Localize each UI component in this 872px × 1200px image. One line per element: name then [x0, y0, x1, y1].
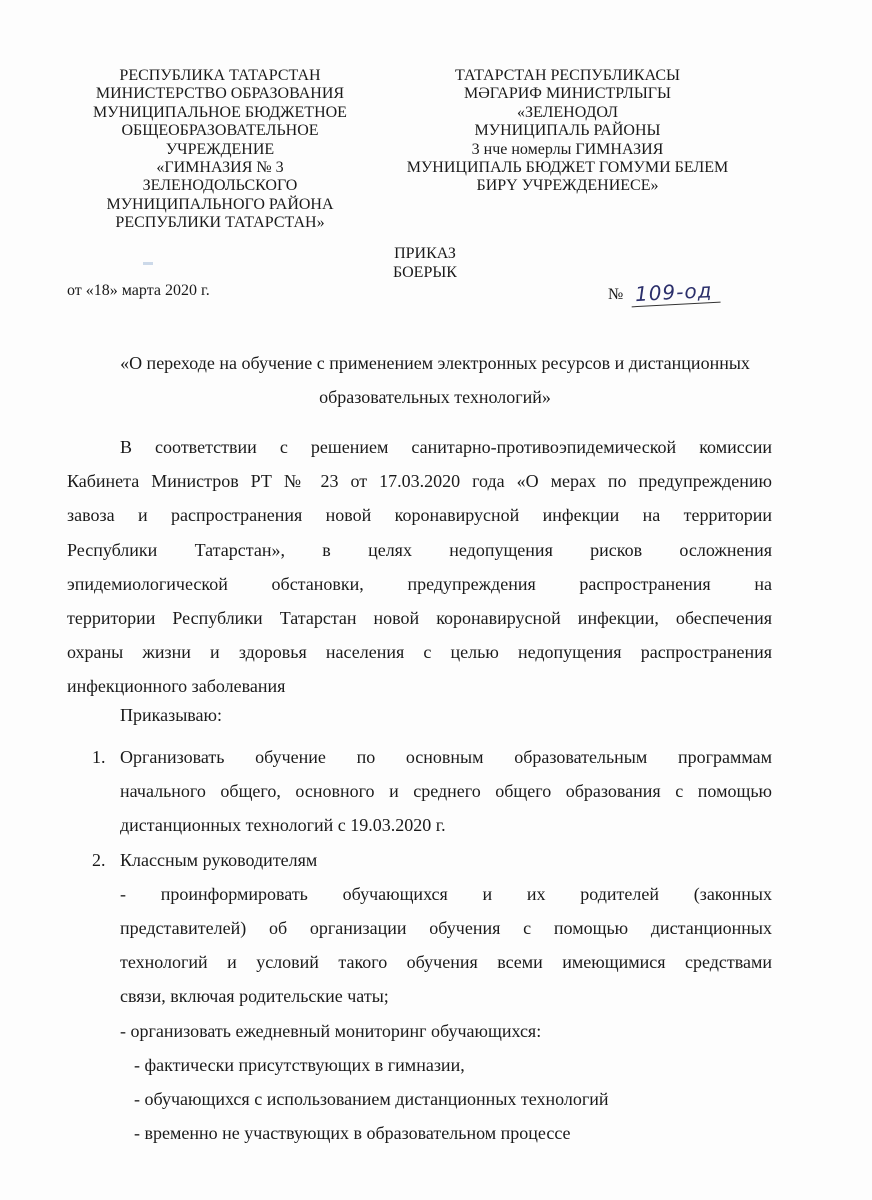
list-item-number: 2.	[92, 849, 106, 870]
ink-mark	[143, 262, 153, 265]
preamble-line: эпидемиологической обстановки, предупреждения распространения на	[67, 573, 772, 594]
list-item-heading: Классным руководителям	[120, 849, 318, 870]
order-word: Приказываю:	[120, 705, 222, 725]
list-item-line: связи, включая родительские чаты;	[120, 986, 389, 1007]
order-number-label: №	[608, 286, 624, 303]
list-item-number: 1.	[92, 747, 106, 767]
header-left-line: УЧРЕЖДЕНИЕ	[165, 140, 275, 158]
preamble-line: территории Республики Татарстан новой коронавирусной инфекции, обеспечения	[67, 607, 772, 628]
list-item-line: Организовать обучение по основным образовательным программам	[120, 747, 772, 767]
order-date: от «18» марта 2020 г.	[67, 282, 210, 299]
header-right-line: ТАТАРСТАН РЕСПУБЛИКАСЫ	[455, 67, 680, 84]
order-number-handwritten: 109-од	[631, 278, 722, 308]
order-items-list	[67, 740, 772, 1150]
header-left-line: «ГИМНАЗИЯ № 3	[156, 159, 284, 177]
order-subject-line: образовательных технологий»	[319, 387, 551, 407]
preamble-line: В соответствии с решением санитарно-противоэпидемической комиссии	[120, 437, 772, 457]
preamble-paragraph	[67, 430, 772, 704]
list-item-line: - проинформировать обучающихся и их родителей (законных	[120, 883, 772, 904]
list-item-line: дистанционных технологий с 19.03.2020 г.	[120, 815, 446, 836]
header-right-line: МУНИЦИПАЛЬ РАЙОНЫ	[474, 122, 661, 140]
header-left-line: МУНИЦИПАЛЬНОЕ БЮДЖЕТНОЕ	[93, 103, 347, 121]
order-title	[385, 244, 465, 282]
header-right-line: МӘГАРИФ МИНИСТРЛЫГЫ	[464, 85, 671, 103]
order-title-ru: ПРИКАЗ	[394, 245, 456, 262]
order-title-tt: БОЕРЫК	[393, 264, 457, 281]
order-number	[608, 280, 721, 305]
monitoring-item: - временно не участвующих в образовательном процессе	[134, 1123, 571, 1144]
header-right-line: МУНИЦИПАЛЬ БЮДЖЕТ ГОМУМИ БЕЛЕМ	[406, 159, 729, 177]
header-left-line: ЗЕЛЕНОДОЛЬСКОГО	[142, 177, 298, 195]
list-item-line: технологий и условий такого обучения всеми имеющимися средствами	[120, 952, 772, 973]
header-left-line: РЕСПУБЛИКА ТАТАРСТАН	[119, 67, 321, 84]
list-item-line: представителей) об организации обучения с помощью дистанционных	[120, 918, 772, 939]
header-right-line: БИРҮ УЧРЕЖДЕНИЕСЕ»	[476, 177, 659, 195]
preamble-line: Кабинета Министров РТ № 23 от 17.03.2020 года «О мерах по предупреждению	[67, 471, 772, 492]
list-item	[67, 740, 772, 843]
header-right-tatar	[385, 67, 750, 196]
preamble-line: завоза и распространения новой коронавирусной инфекции на территории	[67, 505, 772, 526]
header-right-line: «ЗЕЛЕНОДОЛ	[516, 103, 619, 121]
preamble-line: Республики Татарстан», в целях недопущения рисков осложнения	[67, 539, 772, 560]
header-left-line: МУНИЦИПАЛЬНОГО РАЙОНА	[106, 195, 334, 213]
order-subject	[40, 346, 830, 414]
list-item	[67, 843, 772, 1151]
preamble-line: охраны жизни и здоровья населения с целью недопущения распространения	[67, 642, 772, 663]
header-left-line: РЕСПУБЛИКИ ТАТАРСТАН»	[115, 214, 325, 232]
header-left-line: ОБЩЕОБРАЗОВАТЕЛЬНОЕ	[121, 122, 319, 140]
header-right-line: 3 нче номерлы ГИМНАЗИЯ	[471, 140, 664, 158]
header-left-russian	[40, 67, 400, 233]
list-item-line: начального общего, основного и среднего общего образования с помощью	[120, 781, 772, 802]
monitoring-line: - организовать ежедневный мониторинг обучающихся:	[120, 1020, 542, 1041]
order-subject-line: «О переходе на обучение с применением электронных ресурсов и дистанционных	[120, 353, 750, 373]
monitoring-item: - обучающихся с использованием дистанционных технологий	[134, 1089, 609, 1110]
monitoring-item: - фактически присутствующих в гимназии,	[134, 1054, 465, 1075]
preamble-line: инфекционного заболевания	[67, 676, 286, 697]
header-left-line: МИНИСТЕРСТВО ОБРАЗОВАНИЯ	[95, 85, 345, 103]
